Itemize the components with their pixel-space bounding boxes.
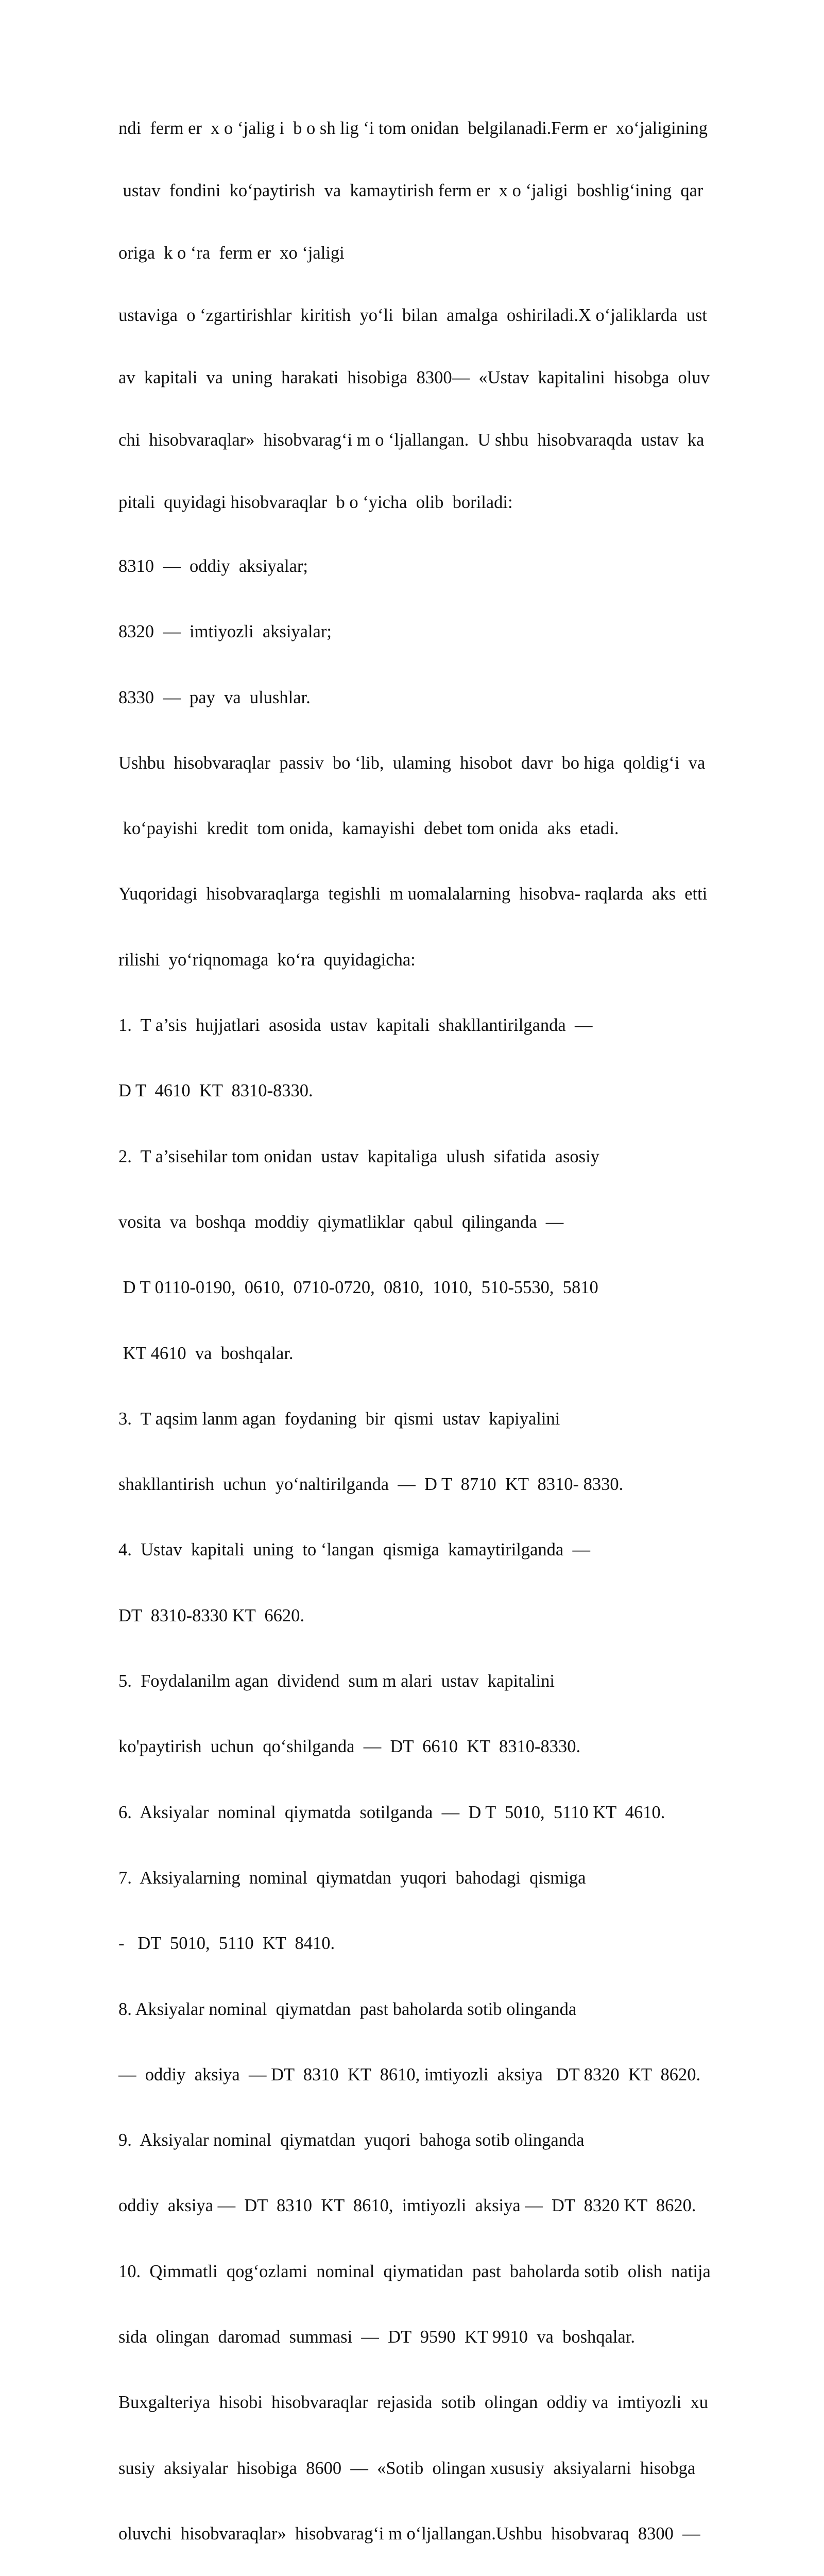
- text-line: 6. Aksiyalar nominal qiymatda sotilganda — D T 5010, 5110 KT 4610.: [118, 1802, 665, 1822]
- text-line: D T 0110-0190, 0610, 0710-0720, 0810, 1010, 510-5530, 5810: [118, 1278, 598, 1298]
- text-line: rilishi yo‘riqnomaga ko‘ra quyidagicha:: [118, 950, 416, 970]
- document-body-text: [118, 77, 778, 2576]
- text-line: 8330 — pay va ulushlar.: [118, 687, 311, 707]
- text-line: 8310 — oddiy aksiyalar;: [118, 556, 308, 576]
- text-line: ustav fondini ko‘paytirish va kamaytirish ferm er x o ‘jaligi boshlig‘ining qar: [118, 181, 703, 200]
- text-line: ko‘payishi kredit tom onida, kamayishi debet tom onida aks etadi.: [118, 819, 619, 839]
- text-line: 9. Aksiyalar nominal qiymatdan yuqori bahoga sotib olinganda: [118, 2130, 585, 2150]
- text-line: 8320 — imtiyozli aksiyalar;: [118, 622, 332, 642]
- text-line: 7. Aksiyalarning nominal qiymatdan yuqori bahodagi qismiga: [118, 1868, 586, 1888]
- text-line: oluvchi hisobvaraqlar» hisobvarag‘i m o‘ljallangan.Ushbu hisobvaraq 8300 —: [118, 2523, 700, 2544]
- text-line: origa k o ‘ra ferm er xo ‘jaligi: [118, 243, 345, 263]
- text-line: Buxgalteriya hisobi hisobvaraqlar rejasida sotib olingan oddiy va imtiyozli xu: [118, 2393, 709, 2413]
- text-line: susiy aksiyalar hisobiga 8600 — «Sotib olingan xususiy aksiyalarni hisobga: [118, 2458, 696, 2478]
- text-line: 2. T a’sisehilar tom onidan ustav kapitaliga ulush sifatida asosiy: [118, 1146, 599, 1166]
- text-line: 5. Foydalanilm agan dividend sum m alari ustav kapitalini: [118, 1671, 555, 1691]
- text-line: DT 8310-8330 KT 6620.: [118, 1605, 304, 1625]
- text-line: ustaviga o ‘zgartirishlar kiritish yo‘li bilan amalga oshiriladi.X o‘jaliklarda ust: [118, 306, 708, 325]
- text-line: — oddiy aksiya — DT 8310 KT 8610, imtiyozli aksiya DT 8320 KT 8620.: [118, 2064, 701, 2084]
- text-line: KT 4610 va boshqalar.: [118, 1343, 294, 1363]
- text-line: sida olingan daromad summasi — DT 9590 KT 9910 va boshqalar.: [118, 2327, 635, 2347]
- text-line: vosita va boshqa moddiy qiymatliklar qabul qilinganda —: [118, 1212, 564, 1232]
- text-line: ndi ferm er x o ‘jalig i b o sh lig ‘i tom onidan belgilanadi.Ferm er xo‘jaligining: [118, 118, 708, 138]
- text-line: Ushbu hisobvaraqlar passiv bo ‘lib, ulaming hisobot davr bo higa qoldig‘i va: [118, 753, 706, 773]
- text-line: 8. Aksiyalar nominal qiymatdan past baholarda sotib olinganda: [118, 1999, 577, 2019]
- text-line: 4. Ustav kapitali uning to ‘langan qismiga kamaytirilganda —: [118, 1540, 590, 1560]
- text-line: Yuqoridagi hisobvaraqlarga tegishli m uomalalarning hisobva- raqlarda aks etti: [118, 884, 708, 904]
- text-line: chi hisobvaraqlar» hisobvarag‘i m o ‘ljallangan. U shbu hisobvaraqda ustav ka: [118, 430, 705, 450]
- text-line: 10. Qimmatli qog‘ozlami nominal qiymatidan past baholarda sotib olish natija: [118, 2261, 711, 2281]
- text-line: 3. T aqsim lanm agan foydaning bir qismi ustav kapiyalini: [118, 1409, 560, 1429]
- text-line: D T 4610 KT 8310-8330.: [118, 1081, 313, 1101]
- text-line: shakllantirish uchun yo‘naltirilganda — D T 8710 KT 8310- 8330.: [118, 1475, 624, 1495]
- text-line: - DT 5010, 5110 KT 8410.: [118, 1934, 335, 1954]
- text-line: ko'paytirish uchun qo‘shilganda — DT 6610 KT 8310-8330.: [118, 1737, 581, 1757]
- text-line: pitali quyidagi hisobvaraqlar b o ‘yicha olib boriladi:: [118, 493, 513, 512]
- text-line: oddiy aksiya — DT 8310 KT 8610, imtiyozli aksiya — DT 8320 KT 8620.: [118, 2196, 696, 2216]
- text-line: av kapitali va uning harakati hisobiga 8300— «Ustav kapitalini hisobga oluv: [118, 368, 710, 387]
- text-line: 1. T a’sis hujjatlari asosida ustav kapitali shakllantirilganda —: [118, 1015, 593, 1036]
